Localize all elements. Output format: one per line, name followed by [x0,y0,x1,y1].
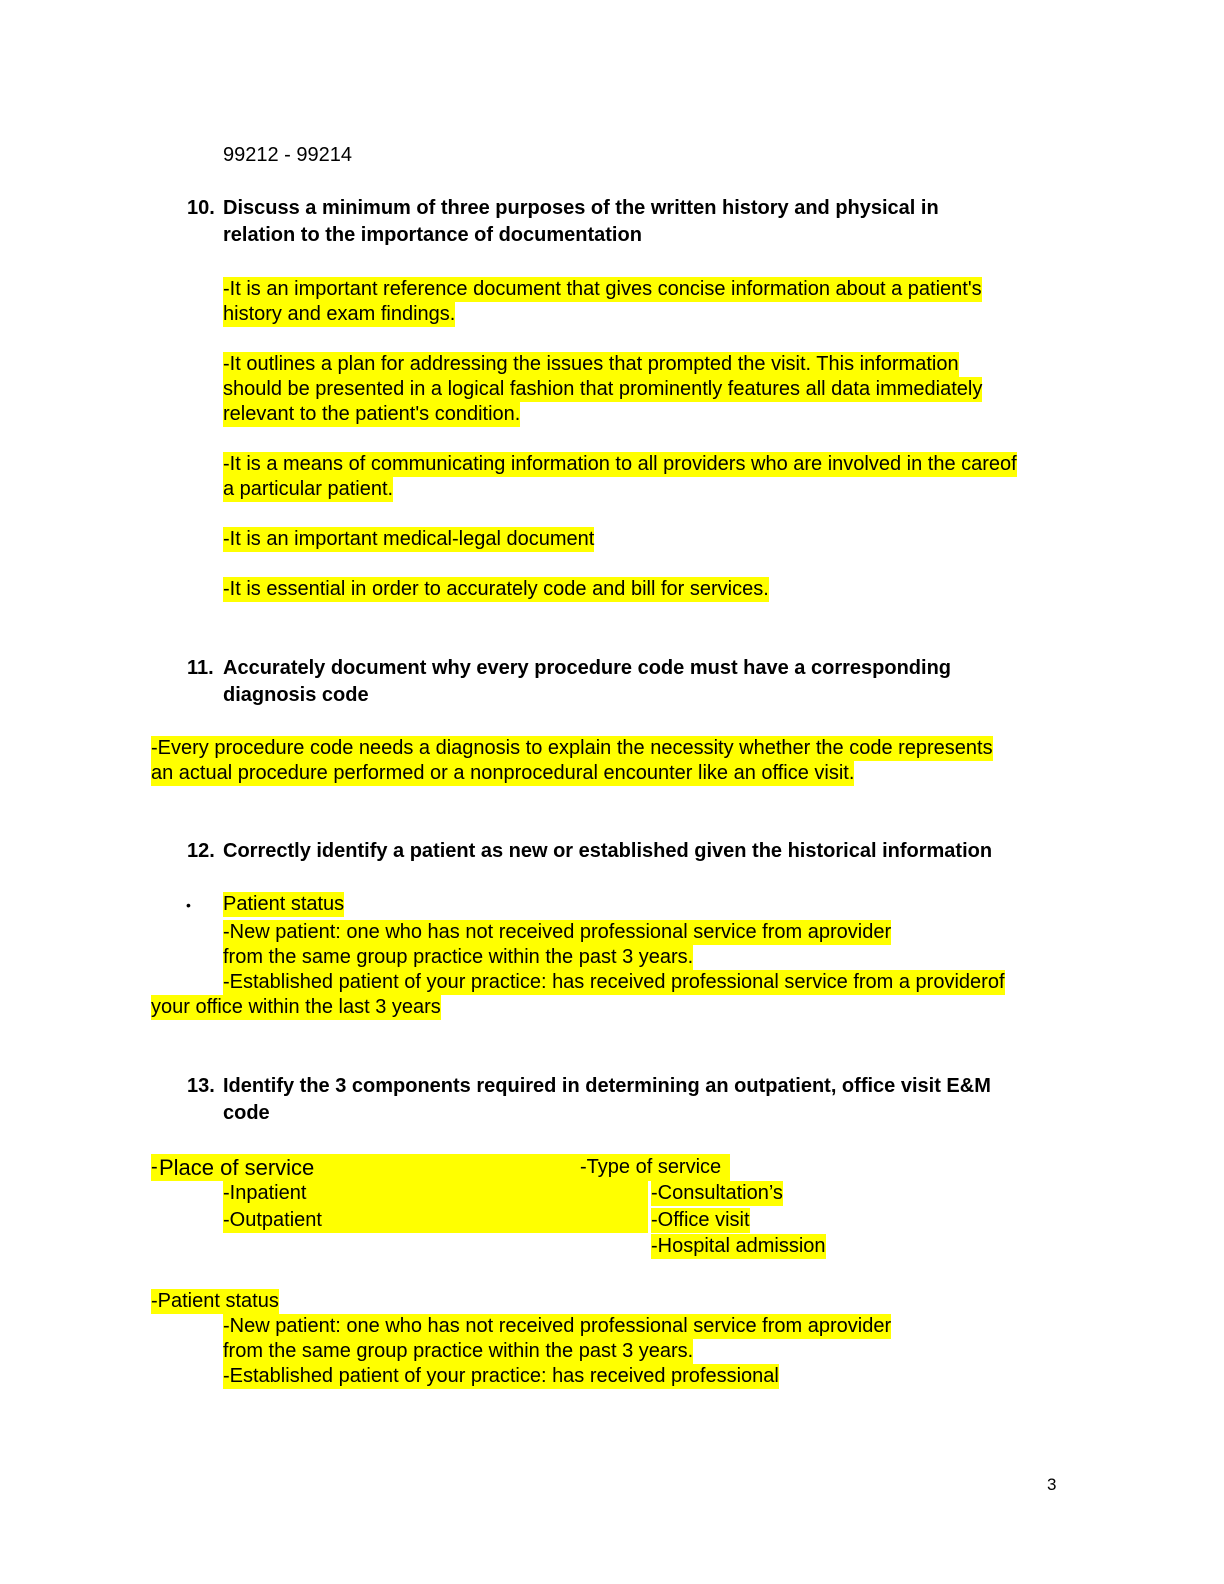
question-text: diagnosis code [223,684,369,706]
bullet-icon: • [186,897,191,913]
question-number: 13. [187,1075,215,1097]
answer-line: a particular patient. [223,478,394,500]
answer-line: an actual procedure performed or a nonprocedural encounter like an office visit. [151,762,855,784]
answer-line: your office within the last 3 years [151,996,441,1018]
answer-line: -Established patient of your practice: has received professional [223,1365,779,1387]
type-item: -Hospital admission [651,1235,826,1257]
question-text: Discuss a minimum of three purposes of the written history and physical in [223,197,939,219]
question-text: Identify the 3 components required in determining an outpatient, office visit E&M [223,1075,991,1097]
question-text: code [223,1102,270,1124]
patient-status-label: -Patient status [151,1290,279,1312]
answer-line: should be presented in a logical fashion that prominently features all data immediately [223,378,983,400]
question-number: 11. [187,657,214,679]
answer-line: from the same group practice within the past 3 years. [223,1340,694,1362]
answer-line: -It is a means of communicating information to all providers who are involved in the careof [223,453,1017,475]
question-number: 10. [187,197,215,219]
answer-line: -It is an important medical-legal document [223,528,595,550]
answer-line: -Every procedure code needs a diagnosis to explain the necessity whether the code represents [151,737,993,759]
dash: - [151,1156,158,1178]
answer-line: -New patient: one who has not received professional service from aprovider [223,921,892,943]
answer-line: -New patient: one who has not received professional service from aprovider [223,1315,892,1337]
place-item: -Inpatient [223,1182,307,1204]
page-number: 3 [1047,1475,1057,1494]
answer-line: from the same group practice within the past 3 years. [223,946,694,968]
bullet-label: Patient status [223,893,345,915]
answer-line: -Established patient of your practice: has received professional service from a providerof [223,971,1005,993]
answer-line: relevant to the patient's condition. [223,403,521,425]
answer-line: history and exam findings. [223,303,456,325]
place-of-service-label: Place of service [159,1155,315,1180]
question-text: Accurately document why every procedure code must have a corresponding [223,657,951,679]
code-range: 99212 - 99214 [223,144,353,166]
answer-line: -It is an important reference document that gives concise information about a patient's [223,278,982,300]
answer-line: -It outlines a plan for addressing the issues that prompted the visit. This information [223,353,959,375]
question-text: relation to the importance of documentation [223,224,642,246]
type-item: -Consultation’s [651,1182,783,1204]
question-text: Correctly identify a patient as new or established given the historical information [223,840,993,862]
question-number: 12. [187,840,215,862]
answer-line: -It is essential in order to accurately code and bill for services. [223,578,769,600]
type-item: -Office visit [651,1209,750,1231]
type-of-service-label: -Type of service [580,1156,722,1178]
place-item: -Outpatient [223,1209,322,1231]
